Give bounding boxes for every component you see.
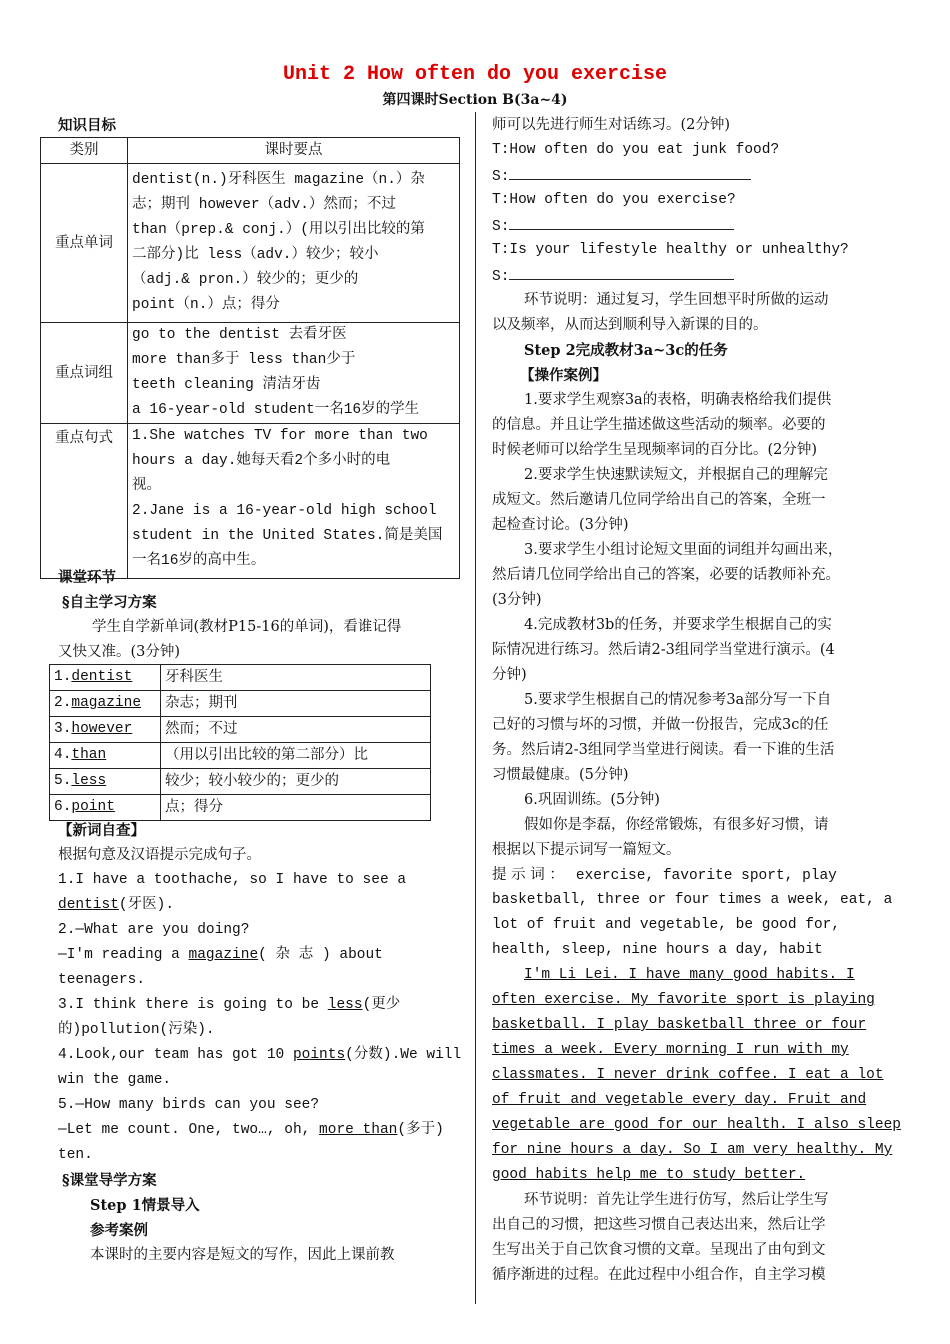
task-5-cont: 务。然后请2-3组同学当堂进行阅读。看一下谁的生活 <box>492 742 835 758</box>
vocab-meaning: 较少；较小较少的；更少的 <box>161 769 431 795</box>
operation-case-heading: 【操作案例】 <box>520 367 607 384</box>
sample-essay-line: vegetable are good for our health. I also sleep <box>492 1117 901 1133</box>
self-study-heading: §自主学习方案 <box>62 594 157 611</box>
section-note-2: 环节说明：首先让学生进行仿写，然后让学生写 <box>524 1192 829 1208</box>
key-sentences-cell <box>128 424 460 579</box>
category-key-sentences: 重点句式 <box>41 424 128 579</box>
question-5-cont: ten. <box>58 1147 93 1163</box>
vocab-meaning: 牙科医生 <box>161 665 431 691</box>
guide-heading: §课堂导学方案 <box>62 1172 157 1189</box>
self-study-intro: 学生自学新单词(教材P15-16的单词)，看谁记得 <box>92 619 402 635</box>
dialogue-teacher-2: T:How often do you exercise? <box>492 192 736 208</box>
column-divider <box>475 112 476 1304</box>
hint-words-line: lot of fruit and vegetable, be good for, <box>492 917 841 933</box>
vocab-word: 2.magazine <box>50 691 161 717</box>
vocab-row <box>50 691 431 717</box>
question-3-cont: 的)pollution(污染). <box>58 1022 215 1038</box>
answer-blank[interactable] <box>509 213 734 230</box>
hint-words-line: health, sleep, nine hours a day, habit <box>492 942 823 958</box>
question-5: 5.—How many birds can you see? <box>58 1097 320 1113</box>
knowledge-table <box>40 137 460 579</box>
task-5: 5.要求学生根据自己的情况参考3a部分写一下自 <box>524 692 832 708</box>
section-note-1-cont: 以及频率，从而达到顺利导入新课的目的。 <box>492 317 768 333</box>
step-1-intro: 本课时的主要内容是短文的写作，因此上课前教 <box>90 1247 395 1263</box>
document-title: Unit 2 How often do you exercise <box>282 63 668 86</box>
task-4: 4.完成教材3b的任务，并要求学生根据自己的实 <box>524 617 832 633</box>
answer-3: less <box>327 997 363 1013</box>
task-2-cont: 成短文。然后邀请几位同学给出自己的答案，全班一 <box>492 492 826 508</box>
task-2: 2.要求学生快速默读短文，并根据自己的理解完 <box>524 467 828 483</box>
dialogue-teacher-1: T:How often do you eat junk food? <box>492 142 780 158</box>
vocab-row <box>50 769 431 795</box>
column-header-points: 课时要点 <box>128 138 460 164</box>
task-2-cont: 起检查讨论。(3分钟) <box>492 517 629 533</box>
task-1: 1.要求学生观察3a的表格，明确表格给我们提供 <box>524 392 832 408</box>
question-2-cont: teenagers. <box>58 972 146 988</box>
answer-1: dentist <box>58 897 119 913</box>
sample-essay-line: times a week. Every morning I run with my <box>492 1042 849 1058</box>
step-2-heading: Step 2完成教材3a~3c的任务 <box>524 342 728 359</box>
hint-label: 提 示 词 ： <box>492 867 564 883</box>
task-6: 6.巩固训练。(5分钟) <box>524 792 660 808</box>
section-note-1: 环节说明：通过复习，学生回想平时所做的运动 <box>524 292 829 308</box>
section-note-2-cont: 循序渐进的过程。在此过程中小组合作，自主学习模 <box>492 1267 826 1283</box>
key-sentence-line: 2.Jane is a 16-year-old high school <box>132 503 437 519</box>
answer-2: magazine <box>188 947 259 963</box>
dialogue-teacher-3: T:Is your lifestyle healthy or unhealthy? <box>492 242 849 258</box>
writing-prompt-cont: 根据以下提示词写一篇短文。 <box>492 842 681 858</box>
task-3-cont: (3分钟) <box>492 592 542 608</box>
vocab-row <box>50 665 431 691</box>
vocab-word: 3.however <box>50 717 161 743</box>
answer-blank[interactable] <box>509 163 751 180</box>
key-sentence-line: student in the United States.简是美国 <box>132 528 443 544</box>
question-5-line: —Let me count. One, two…, oh, more than(多于) <box>58 1122 444 1138</box>
question-1-cont: dentist(牙医). <box>58 897 175 913</box>
self-check-heading: 【新词自查】 <box>58 822 145 839</box>
vocab-word: 1.dentist <box>50 665 161 691</box>
key-phrase-line: more than多于 less than少于 <box>132 352 356 368</box>
question-2-line: —I'm reading a magazine( 杂 志 ) about <box>58 947 383 963</box>
sample-essay-line: good habits help me to study better. <box>492 1167 806 1183</box>
hint-words-line: 提 示 词 ： exercise, favorite sport, play <box>492 867 837 884</box>
key-words-line: 志；期刊 however（adv.）然而；不过 <box>132 197 396 213</box>
task-4-cont: 分钟) <box>492 667 527 683</box>
column-header-category: 类别 <box>41 138 128 164</box>
vocab-meaning: 点；得分 <box>161 795 431 821</box>
vocab-row <box>50 743 431 769</box>
key-words-cell <box>128 164 460 323</box>
key-phrase-line: teeth cleaning 清洁牙齿 <box>132 377 321 393</box>
vocab-word: 6.point <box>50 795 161 821</box>
vocab-row <box>50 717 431 743</box>
knowledge-heading: 知识目标 <box>58 117 116 134</box>
key-phrase-line: go to the dentist 去看牙医 <box>132 327 347 343</box>
sample-essay-line: often exercise. My favorite sport is playing <box>492 992 875 1008</box>
reference-case-heading: 参考案例 <box>90 1222 148 1239</box>
sample-essay-line: of fruit and vegetable every day. Fruit and <box>492 1092 867 1108</box>
question-3: 3.I think there is going to be less(更少 <box>58 997 401 1013</box>
task-3-cont: 然后请几位同学给出自己的答案，必要的话教师补充。 <box>492 567 840 583</box>
category-key-words: 重点单词 <box>41 164 128 323</box>
dialogue-student-1: S: <box>492 163 751 190</box>
section-note-2-cont: 出自己的习惯，把这些习惯自己表达出来，然后让学 <box>492 1217 826 1233</box>
sample-essay-line: basketball. I play basketball three or four <box>492 1017 867 1033</box>
step-1-intro-cont: 师可以先进行师生对话练习。(2分钟) <box>492 117 731 133</box>
key-words-line: （adj.& pron.）较少的；更少的 <box>132 272 359 288</box>
task-1-cont: 时候老师可以给学生呈现频率词的百分比。(2分钟) <box>492 442 818 458</box>
vocab-word: 5.less <box>50 769 161 795</box>
vocab-row <box>50 795 431 821</box>
dialogue-student-2: S: <box>492 213 734 240</box>
category-key-phrases: 重点词组 <box>41 323 128 424</box>
task-5-cont: 习惯最健康。(5分钟) <box>492 767 629 783</box>
vocab-table <box>49 664 431 821</box>
key-sentence-line: 视。 <box>132 478 161 494</box>
task-3: 3.要求学生小组讨论短文里面的词组并勾画出来， <box>524 542 843 558</box>
sample-essay-line: classmates. I never drink coffee. I eat a lot <box>492 1067 884 1083</box>
question-4-cont: win the game. <box>58 1072 172 1088</box>
key-words-line: than（prep.& conj.）(用以引出比较的第 <box>132 222 425 238</box>
sample-essay-line: I'm Li Lei. I have many good habits. I <box>524 967 855 983</box>
sample-essay-line: for nine hours a day. So I am very healthy. My <box>492 1142 893 1158</box>
section-note-2-cont: 生写出关于自己饮食习惯的文章。呈现出了由句到文 <box>492 1242 826 1258</box>
classroom-heading: 课堂环节 <box>58 569 116 586</box>
dialogue-student-3: S: <box>492 263 734 290</box>
question-1: 1.I have a toothache, so I have to see a <box>58 872 407 888</box>
self-study-intro-cont: 又快又准。(3分钟) <box>58 644 181 660</box>
vocab-meaning: 然而；不过 <box>161 717 431 743</box>
task-5-cont: 己好的习惯与坏的习惯，并做一份报告，完成3c的任 <box>492 717 829 733</box>
key-words-line: 二部分)比 less（adv.）较少；较小 <box>132 247 379 263</box>
self-check-intro: 根据句意及汉语提示完成句子。 <box>58 847 261 863</box>
answer-blank[interactable] <box>509 263 734 280</box>
key-sentence-line: 一名16岁的高中生。 <box>132 553 266 569</box>
vocab-meaning: 杂志；期刊 <box>161 691 431 717</box>
step-1-heading: Step 1情景导入 <box>90 1197 200 1214</box>
key-phrases-cell <box>128 323 460 424</box>
writing-prompt: 假如你是李磊，你经常锻炼，有很多好习惯，请 <box>524 817 829 833</box>
key-words-line: point（n.）点；得分 <box>132 297 280 313</box>
question-4: 4.Look,our team has got 10 points(分数).We will <box>58 1047 462 1063</box>
answer-4: points <box>292 1047 346 1063</box>
answer-5: more than <box>319 1122 398 1138</box>
task-4-cont: 际情况进行练习。然后请2-3组同学当堂进行演示。(4 <box>492 642 835 658</box>
vocab-meaning: （用以引出比较的第二部分）比 <box>161 743 431 769</box>
key-phrase-line: a 16-year-old student一名16岁的学生 <box>132 402 420 418</box>
question-2: 2.—What are you doing? <box>58 922 250 938</box>
vocab-word: 4.than <box>50 743 161 769</box>
lesson-subtitle: 第四课时Section B(3a~4) <box>382 92 568 108</box>
key-sentence-line: hours a day.她每天看2个多小时的电 <box>132 453 391 469</box>
hint-words-line: basketball, three or four times a week, eat, a <box>492 892 893 908</box>
task-1-cont: 的信息。并且让学生描述做这些活动的频率。必要的 <box>492 417 826 433</box>
key-sentence-line: 1.She watches TV for more than two <box>132 428 428 444</box>
key-words-line: dentist(n.)牙科医生 magazine（n.）杂 <box>132 172 425 188</box>
